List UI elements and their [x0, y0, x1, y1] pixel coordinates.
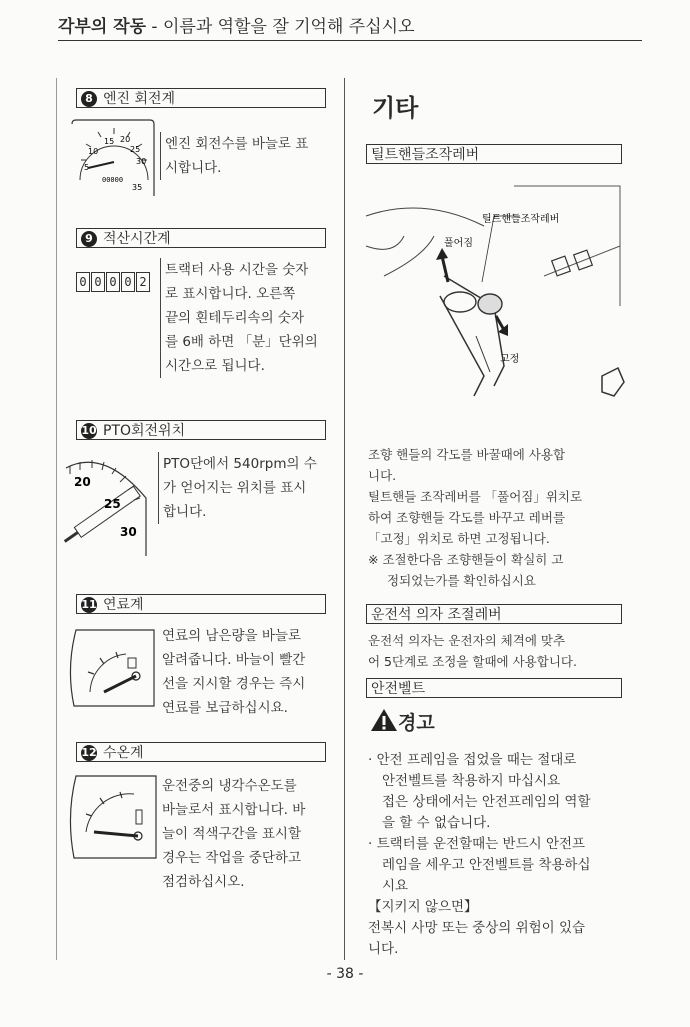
temp-line-3: 늘이 적색구간을 표시할 [162, 826, 301, 842]
fuel-line-4: 연료를 보급하십시요. [162, 700, 288, 716]
hourmeter-digit: 0 [121, 272, 135, 292]
tilt-line-1: 조향 핸들의 각도를 바꿀때에 사용합 [368, 447, 566, 462]
tacho-line-1: 엔진 회전수를 바늘로 표 [165, 136, 309, 152]
temp-title: 수온계 [103, 745, 144, 761]
pto-number: 10 [81, 424, 97, 437]
temp-line-2: 바늘로서 표시합니다. 바 [162, 802, 306, 818]
fuel-title: 연료계 [103, 597, 144, 613]
hourmeter-digit: 0 [106, 272, 120, 292]
seat-line-2: 어 5단계로 조정을 할때에 사용합니다. [368, 654, 577, 669]
temp-line-5: 점검하십시오. [162, 874, 245, 890]
tacho-heading [76, 88, 326, 108]
temperature-gauge-icon [64, 772, 160, 862]
pto-heading [76, 420, 326, 440]
tacho-label-15: 15 [104, 137, 115, 146]
hourmeter-digit: 0 [76, 272, 90, 292]
pto-label-25: 25 [104, 497, 121, 511]
tilt-line-4: 하여 조향핸들 각도를 바꾸고 레버를 [368, 510, 566, 525]
warning-line-2: 안전벨트를 착용하지 마십시요 [382, 773, 561, 789]
tacho-title: 엔진 회전계 [103, 91, 176, 107]
tacho-label-10: 10 [88, 147, 99, 156]
pto-title: PTO회전위치 [103, 423, 186, 439]
figure-label-lever: 틸트핸들조작레버 [482, 214, 560, 225]
tilt-line-3: 틸트핸들 조작레버를 「풀어짐」위치로 [368, 489, 583, 504]
fuel-heading [76, 594, 326, 614]
tacho-label-35: 35 [132, 183, 143, 192]
seat-heading: 운전석 의자 조절레버 [366, 604, 622, 624]
warning-heading [370, 705, 435, 735]
hourmeter-digit: 0 [91, 272, 105, 292]
temp-line-1: 운전중의 냉각수온도를 [162, 778, 297, 794]
fuel-description [158, 624, 305, 720]
warning-line-5: · 트랙터를 운전할때는 반드시 안전프 [368, 836, 586, 852]
warning-line-6: 레임을 세우고 안전벨트를 착용하십 [382, 857, 591, 873]
tilt-heading: 틸트핸들조작레버 [366, 144, 622, 164]
pto-label-30: 30 [120, 525, 137, 539]
temp-number: 12 [81, 746, 97, 759]
hourmeter-number: 9 [81, 231, 97, 247]
fuel-gauge-icon [64, 626, 158, 710]
page-number: - 38 - [326, 966, 364, 982]
pto-label-20: 20 [74, 475, 91, 489]
seat-line-1: 운전석 의자는 운전자의 체격에 맞추 [368, 633, 566, 648]
tilt-note-1: ※ 조절한다음 조향핸들이 확실히 고 [368, 552, 564, 567]
seat-description [368, 630, 577, 672]
warning-consequence: 【지키지 않으면】 [368, 899, 478, 915]
section-title: 기타 [372, 94, 419, 122]
tilt-line-5: 「고정」위치로 하면 고정됩니다. [368, 531, 550, 546]
tacho-line-2: 시합니다. [165, 160, 222, 176]
column-divider [344, 78, 345, 960]
warning-triangle-icon [370, 708, 398, 732]
hourmeter-line-4: 를 6배 하면 「분」단위의 [165, 334, 318, 350]
pto-line-2: 가 얻어지는 위치를 표시 [163, 480, 307, 496]
header-chapter: 각부의 작동 [58, 17, 147, 37]
hourmeter-line-5: 시간으로 됩니다. [165, 358, 265, 374]
warning-description [368, 750, 591, 960]
hourmeter-counter [76, 272, 151, 292]
tacho-label-5: 5 [84, 163, 90, 172]
page-header [58, 12, 415, 37]
pto-gauge-icon [64, 452, 156, 558]
fuel-line-1: 연료의 남은량을 바늘로 [162, 628, 301, 644]
belt-heading: 안전벨트 [366, 678, 622, 698]
hourmeter-description [160, 258, 318, 378]
tilt-line-2: 니다. [368, 468, 397, 483]
temp-description [158, 774, 305, 894]
tacho-label-25: 25 [130, 145, 141, 154]
fuel-line-3: 선을 지시할 경우는 즉시 [162, 676, 306, 692]
tacho-label-20: 20 [120, 135, 131, 144]
header-subtitle: - 이름과 역할을 잘 기억해 주십시오 [146, 17, 415, 37]
tilt-description [368, 444, 582, 591]
left-border [56, 78, 57, 960]
temp-line-4: 경우는 작업을 중단하고 [162, 850, 301, 866]
tachometer-gauge-icon [68, 118, 158, 198]
hourmeter-heading [76, 228, 326, 248]
warning-result-2: 니다. [368, 941, 399, 957]
pto-line-3: 합니다. [163, 504, 207, 520]
hourmeter-line-1: 트랙터 사용 시간을 숫자 [165, 262, 309, 278]
tilt-lever-illustration [364, 186, 628, 412]
tacho-description [160, 132, 308, 180]
hourmeter-line-2: 로 표시합니다. 오른쪽 [165, 286, 296, 302]
warning-result-1: 전복시 사망 또는 중상의 위험이 있습 [368, 920, 586, 936]
pto-description [158, 452, 317, 524]
tacho-odometer: 00000 [102, 176, 124, 184]
tilt-note-2: 정되었는가를 확인하십시요 [387, 573, 536, 588]
warning-line-7: 시요 [382, 878, 409, 894]
warning-line-3: 접은 상태에서는 안전프레임의 역할 [382, 794, 591, 810]
hourmeter-digit: 2 [136, 272, 150, 292]
fuel-line-2: 알려줍니다. 바늘이 빨간 [162, 652, 306, 668]
warning-line-1: · 안전 프레임을 접었을 때는 절대로 [368, 752, 577, 768]
header-rule [58, 40, 642, 41]
tacho-number: 8 [81, 91, 97, 107]
tacho-label-30: 30 [136, 157, 147, 166]
hourmeter-title: 적산시간계 [103, 231, 171, 247]
warning-label: 경고 [398, 712, 435, 734]
figure-label-lock: 고정 [500, 354, 520, 365]
warning-line-4: 을 할 수 없습니다. [382, 815, 491, 831]
fuel-number: 11 [81, 598, 97, 611]
pto-line-1: PTO단에서 540rpm의 수 [163, 456, 317, 472]
figure-label-release: 풀어짐 [444, 238, 473, 249]
hourmeter-line-3: 끝의 흰테두리속의 숫자 [165, 310, 304, 326]
temp-heading [76, 742, 326, 762]
